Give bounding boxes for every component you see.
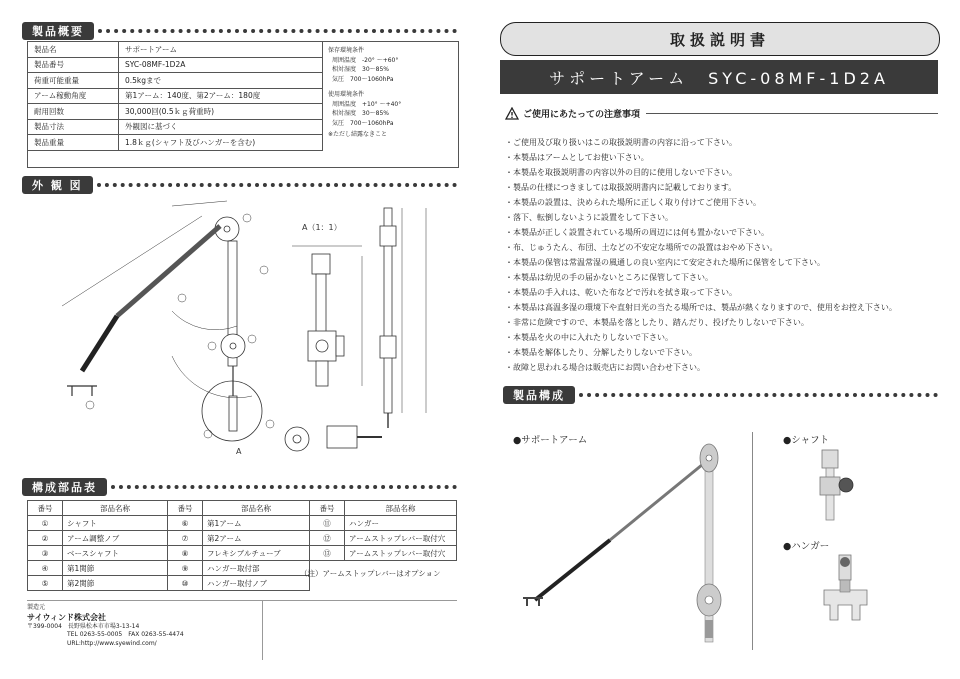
part-number: ④ (28, 561, 63, 576)
manufacturer-divider-vertical (262, 600, 263, 660)
spec-box (27, 41, 459, 168)
hanger (67, 386, 97, 396)
spec-value: 0.5kgまで (119, 73, 323, 89)
spec-row (28, 88, 323, 104)
spec-row (28, 42, 323, 58)
manual-title: 取扱説明書 (669, 30, 770, 49)
caution-list (505, 135, 897, 375)
part-number: ⑫ (310, 531, 345, 546)
composition-section-header (503, 387, 938, 403)
composition-divider (752, 432, 753, 650)
manufacturer-divider (27, 600, 457, 601)
shaft-top-knob (312, 254, 330, 274)
detail-label: A（1：1） (302, 223, 342, 232)
maker-tel: TEL 0263-55-0005 FAX 0263-55-4474 (67, 631, 184, 638)
maker-label: 製造元 (27, 604, 46, 611)
part-number: ⑤ (28, 576, 63, 591)
spec-table (27, 41, 323, 151)
caution-item: ・落下、転倒しないように設置をして下さい。 (505, 213, 673, 222)
part-number: ② (28, 531, 63, 546)
part-name: 第1関節 (63, 561, 168, 576)
appearance-section-header (22, 177, 457, 193)
part-number: ⑪ (310, 516, 345, 531)
spec-row (28, 135, 323, 151)
spec-row (28, 73, 323, 89)
part-name: 第1アーム (203, 516, 310, 531)
parts-header-cell: 部品名称 (63, 501, 168, 516)
warning-icon (505, 107, 519, 120)
part-number: ① (28, 516, 63, 531)
manual-title-box (500, 22, 940, 56)
part-number: ③ (28, 546, 63, 561)
section-divider (97, 183, 457, 187)
env-note: ※ただし結露なきこと (328, 131, 388, 138)
storage-line: 相対湿度 30～85% (332, 66, 389, 73)
comp-shaft-label: ●シャフト (783, 435, 830, 446)
spec-row (28, 57, 323, 73)
spec-label: 製品寸法 (28, 119, 119, 135)
support-arm-illustration (515, 440, 745, 650)
caution-item: ・本製品の保管は常温常湿の風通しの良い室内にて安定された場所に保管をして下さい。 (505, 258, 825, 267)
caution-item: ・本製品はアームとしてお使い下さい。 (505, 153, 649, 162)
caution-item: ・本製品の手入れは、乾いた布などで汚れを拭き取って下さい。 (505, 288, 737, 297)
parts-row (28, 516, 457, 531)
part-name: ハンガー取付部 (203, 561, 310, 576)
caution-item: ・本製品を火の中に入れたりしないで下さい。 (505, 333, 673, 342)
spec-value: SYC-08MF-1D2A (119, 57, 323, 73)
part-name: シャフト (63, 516, 168, 531)
technical-drawing (22, 196, 457, 471)
use-line: 相対湿度 30～85% (332, 110, 389, 117)
use-title: 使用環境条件 (328, 91, 365, 98)
shaft-illustration (812, 445, 862, 525)
maker-url[interactable]: URL:http://www.syewind.com/ (67, 639, 157, 647)
parts-header-cell: 番号 (310, 501, 345, 516)
part-name: アームストップレバー取付穴 (345, 531, 457, 546)
use-line: 気圧 700～1060hPa (332, 119, 394, 127)
spec-label: アーム稼動角度 (28, 88, 119, 104)
part-name: アーム調整ノブ (63, 531, 168, 546)
caution-item: ・布、じゅうたん、布団、土などの不安定な場所での設置はおやめ下さい。 (505, 243, 778, 252)
spec-value: 第1アーム：140度、第2アーム：180度 (119, 88, 323, 104)
parts-row (28, 531, 457, 546)
product-banner-text: サポートアーム SYC-08MF-1D2A (549, 68, 889, 88)
product-banner (500, 60, 938, 94)
base-shaft-block (308, 331, 336, 361)
section-divider (98, 29, 457, 33)
parts-header-cell: 部品名称 (203, 501, 310, 516)
part-number: ⑩ (168, 576, 203, 591)
caution-title: ご使用にあたっての注意事項 (523, 110, 641, 120)
part-name: 第2アーム (203, 531, 310, 546)
parts-section-title: 構成部品表 (22, 478, 107, 496)
flexible-tube (82, 316, 117, 371)
caution-item: ・本製品は高温多湿の環境下や直射日光の当たる場所では、製品が熱くなりますので、使用をお控え下さい。 (505, 303, 897, 312)
parts-section-header (22, 479, 457, 495)
parts-header-cell: 番号 (28, 501, 63, 516)
part-number: ⑬ (310, 546, 345, 561)
spec-row (28, 104, 323, 120)
part-number: ⑥ (168, 516, 203, 531)
part-name: フレキシブルチューブ (203, 546, 310, 561)
part-name: アームストップレバー取付穴 (345, 546, 457, 561)
part-number: ⑦ (168, 531, 203, 546)
spec-value: 30,000回(0.5ｋｇ荷重時) (119, 104, 323, 120)
parts-note: （注）アームストップレバーはオプション (300, 569, 441, 578)
spec-label: 荷重可能重量 (28, 73, 119, 89)
parts-header-cell: 部品名称 (345, 501, 457, 516)
caution-item: ・本製品の設置は、決められた場所に正しく取り付けてご使用下さい。 (505, 198, 761, 207)
knob-side-view (327, 426, 357, 448)
environment-conditions (322, 42, 458, 167)
appearance-section-title: 外 観 図 (22, 176, 93, 194)
manufacturer-info (27, 604, 184, 648)
storage-line: 気圧 700～1060hPa (332, 75, 394, 83)
spec-value: サポートアーム (119, 42, 323, 58)
spec-label: 製品名 (28, 42, 119, 58)
caution-item: ・本製品が正しく設置されている場所の周辺には何も置かないで下さい。 (505, 228, 769, 237)
caution-item: ・故障と思われる場合は販売店にお問い合わせ下さい。 (505, 363, 705, 372)
part-name: ベースシャフト (63, 546, 168, 561)
storage-line: 周囲温度 -20° ～+60° (332, 56, 399, 64)
maker-name: サイウィンド株式会社 (27, 612, 106, 622)
comp-hanger-label: ●ハンガー (783, 541, 830, 552)
spec-label: 製品重量 (28, 135, 119, 151)
part-number: ⑨ (168, 561, 203, 576)
spec-section-title: 製品概要 (22, 22, 94, 40)
storage-title: 保存環境条件 (328, 47, 365, 54)
caution-header (505, 107, 938, 120)
caution-item: ・ご使用及び取り扱いはこの取扱説明書の内容に沿って下さい。 (505, 138, 737, 147)
parts-header-cell: 番号 (168, 501, 203, 516)
caution-item: ・本製品は幼児の手の届かないところに保管して下さい。 (505, 273, 713, 282)
composition-section-title: 製品構成 (503, 386, 575, 404)
maker-address: 〒399-0004 長野県松本市市場3-13-14 (27, 622, 140, 630)
part-name: ハンガー (345, 516, 457, 531)
caution-item: ・製品の仕様につきましては取扱説明書内に記載しております。 (505, 183, 737, 192)
part-name: 第2関節 (63, 576, 168, 591)
parts-header-row (28, 501, 457, 516)
spec-row (28, 119, 323, 135)
section-divider (111, 485, 457, 489)
section-divider (579, 393, 938, 397)
caution-item: ・本製品を取扱説明書の内容以外の目的に使用しないで下さい。 (505, 168, 737, 177)
caution-item: ・非常に危険ですので、本製品を落としたり、踏んだり、投げたりしないで下さい。 (505, 318, 809, 327)
use-line: 周囲温度 +10° ～+40° (332, 100, 402, 108)
second-arm (117, 226, 220, 316)
spec-value: 外観図に基づく (119, 119, 323, 135)
caution-item: ・本製品を解体したり、分解したりしないで下さい。 (505, 348, 697, 357)
part-name: ハンガー取付ノブ (203, 576, 310, 591)
spec-section-header (22, 23, 457, 39)
comp-arm-label: ●サポートアーム (513, 435, 588, 446)
parts-row (28, 546, 457, 561)
part-number: ⑧ (168, 546, 203, 561)
adjust-knob (285, 427, 309, 451)
spec-value: 1.8ｋｇ(シャフト及びハンガーを含む) (119, 135, 323, 151)
second-joint (221, 334, 245, 358)
arrow-label: A (236, 447, 242, 456)
spec-label: 耐用回数 (28, 104, 119, 120)
hanger-illustration (812, 550, 882, 640)
spec-label: 製品番号 (28, 57, 119, 73)
